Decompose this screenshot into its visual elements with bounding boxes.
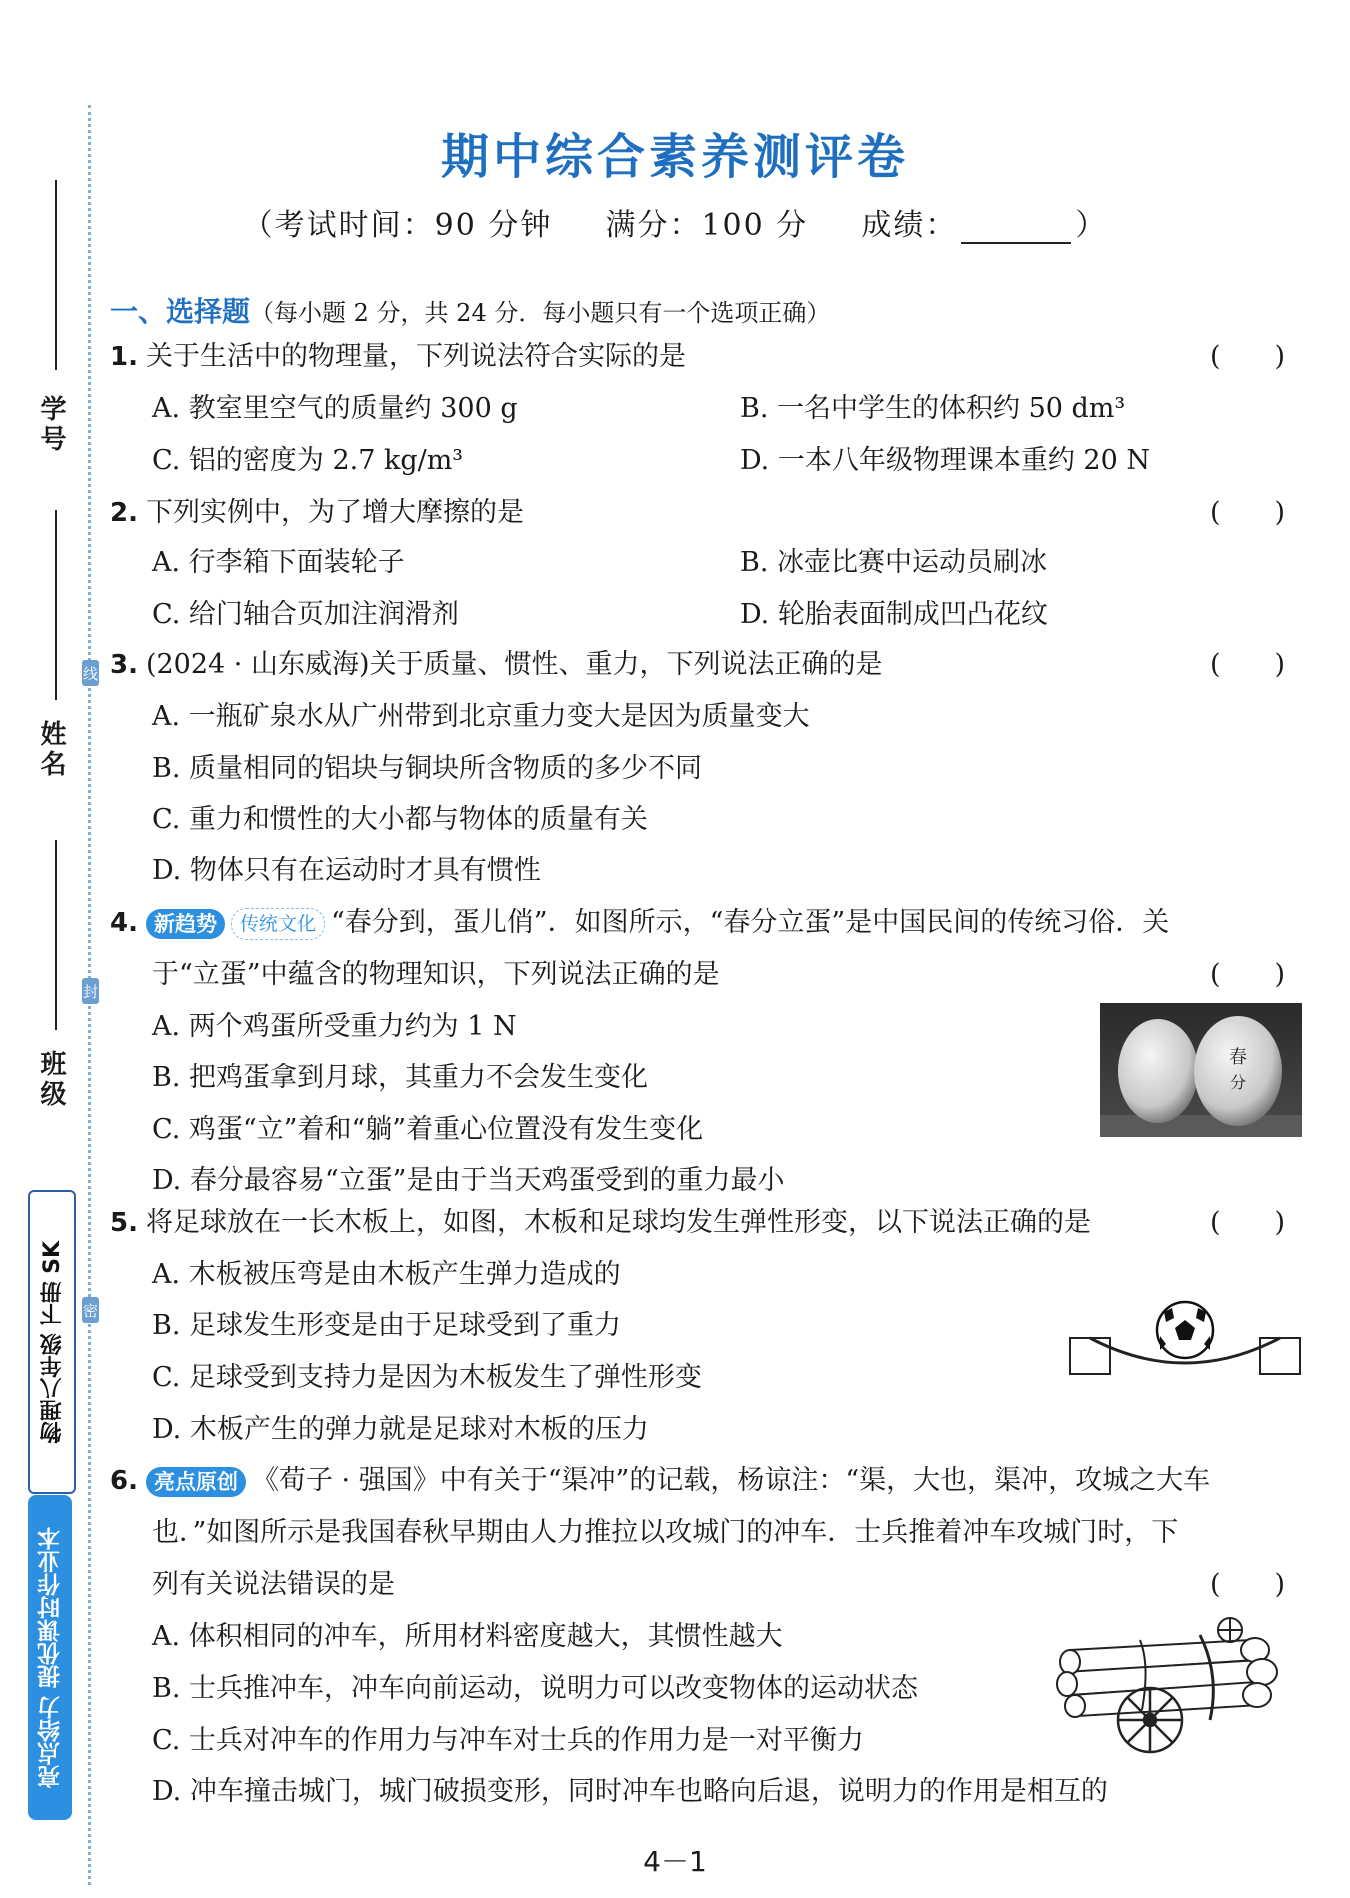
page-title: 期中综合素养测评卷 (440, 129, 909, 185)
question-5-option-d: D. 木板产生的弹力就是足球对木板的压力 (152, 1414, 649, 1445)
question-2-text: 下列实例中，为了增大摩擦的是 (145, 497, 524, 528)
class-label: 班级 (36, 1050, 66, 1110)
question-2-option-a: A. 行李箱下面装轮子 (152, 547, 405, 578)
question-4-option-d: D. 春分最容易“立蛋”是由于当天鸡蛋受到的重力最小 (152, 1165, 785, 1196)
question-4-stem-line-1 (110, 906, 1169, 940)
question-1-option-a: A. 教室里空气的质量约 300 g (152, 393, 518, 424)
question-2-answer-box[interactable]: ( ) (1210, 497, 1286, 528)
question-4-number: 4. (110, 908, 138, 938)
question-3-option-d: D. 物体只有在运动时才具有惯性 (152, 855, 541, 886)
full-score: 满分：100 分 (605, 208, 809, 243)
question-6-stem-line-2: 也．”如图所示是我国春秋早期由人力推拉以攻城门的冲车．士兵推着冲车攻城门时，下 (152, 1517, 1179, 1548)
cut-mark-secret: 密 (82, 1297, 99, 1323)
question-3-option-b: B. 质量相同的铝块与铜块所含物质的多少不同 (152, 753, 703, 784)
question-6-text-1: 《荀子 · 强国》中有关于“渠冲”的记载，杨谅注：“渠，大也，渠冲，攻城之大车 (251, 1465, 1211, 1496)
question-3-number: 3. (110, 650, 138, 680)
question-4-option-b: B. 把鸡蛋拿到月球，其重力不会发生变化 (152, 1062, 649, 1093)
question-1-option-d: D. 一本八年级物理课本重约 20 N (740, 445, 1150, 476)
question-6-number: 6. (110, 1466, 138, 1496)
battering-ram-illustration (1050, 1610, 1290, 1760)
football-board-diagram (1068, 1298, 1304, 1378)
page-number: 4－1 (643, 1845, 707, 1878)
exam-time: （考试时间：90 分钟 (242, 208, 553, 243)
question-3-stem (110, 648, 883, 682)
exam-info (0, 200, 1350, 244)
question-3-answer-box[interactable]: ( ) (1210, 649, 1286, 680)
question-1-text: 关于生活中的物理量，下列说法符合实际的是 (145, 341, 686, 372)
question-6-stem-line-3: 列有关说法错误的是 (152, 1569, 395, 1600)
question-4-option-c: C. 鸡蛋“立”着和“躺”着重心位置没有发生变化 (152, 1114, 704, 1145)
question-3-option-a: A. 一瓶矿泉水从广州带到北京重力变大是因为质量变大 (152, 701, 810, 732)
question-2-option-c: C. 给门轴合页加注润滑剂 (152, 599, 459, 630)
question-5-answer-box[interactable]: ( ) (1210, 1207, 1286, 1238)
question-6-option-c: C. 士兵对冲车的作用力与冲车对士兵的作用力是一对平衡力 (152, 1725, 864, 1756)
question-2-option-b: B. 冰壶比赛中运动员刷冰 (740, 547, 1048, 578)
question-2-number: 2. (110, 498, 138, 528)
question-5-number: 5. (110, 1208, 138, 1238)
egg-label-1: 春 (1229, 1047, 1247, 1068)
question-2-stem (110, 496, 524, 530)
question-4-answer-box[interactable]: ( ) (1210, 959, 1286, 990)
brand-strip (28, 1495, 72, 1820)
eggs-photo (1100, 1003, 1302, 1137)
score-blank[interactable] (961, 216, 1071, 244)
question-6-option-a: A. 体积相同的冲车，所用材料密度越大，其惯性越大 (152, 1621, 783, 1652)
question-1-number: 1. (110, 342, 138, 372)
question-4-option-a: A. 两个鸡蛋所受重力约为 1 N (152, 1011, 517, 1042)
question-4-text-1: “春分到，蛋儿俏”．如图所示，“春分立蛋”是中国民间的传统习俗．关 (330, 907, 1170, 938)
exam-info-close: ） (1075, 208, 1108, 243)
egg-label-2: 分 (1229, 1073, 1247, 1092)
name-label: 姓名 (36, 720, 66, 780)
student-id-label: 学号 (36, 395, 66, 455)
question-6-option-d: D. 冲车撞击城门，城门破损变形，同时冲车也略向后退，说明力的作用是相互的 (152, 1776, 1108, 1807)
score-label: 成绩： (861, 208, 958, 243)
class-line[interactable] (55, 840, 57, 1030)
section-title: 一、选择题 (110, 295, 251, 328)
question-1-option-b: B. 一名中学生的体积约 50 dm³ (740, 393, 1126, 424)
question-1-option-c: C. 铝的密度为 2.7 kg/m³ (152, 445, 464, 476)
section-note: （每小题 2 分，共 24 分．每小题只有一个选项正确） (250, 299, 831, 327)
cut-mark-seal: 封 (82, 978, 99, 1004)
section-heading (110, 290, 830, 330)
question-5-text: 将足球放在一长木板上，如图，木板和足球均发生弹性形变，以下说法正确的是 (145, 1207, 1091, 1238)
question-4-stem-line-2: 于“立蛋”中蕴含的物理知识，下列说法正确的是 (152, 959, 720, 990)
question-2-option-d: D. 轮胎表面制成凹凸花纹 (740, 599, 1048, 630)
brand-text: 亮点给力 提优课时作业本 (37, 1526, 64, 1788)
question-5-option-b: B. 足球发生形变是由于足球受到了重力 (152, 1310, 622, 1341)
question-3-option-c: C. 重力和惯性的大小都与物体的质量有关 (152, 804, 648, 835)
book-info-text: 物理八年级 下册 SK (39, 1240, 65, 1444)
book-info-strip (28, 1190, 76, 1494)
question-5-option-a: A. 木板被压弯是由木板产生弹力造成的 (152, 1259, 621, 1290)
question-5-stem (110, 1206, 1091, 1240)
question-3-text: (2024 · 山东威海)关于质量、惯性、重力，下列说法正确的是 (145, 649, 883, 680)
tag-new-trend: 新趋势 (146, 909, 225, 939)
question-1-stem (110, 340, 686, 374)
tag-traditional-culture: 传统文化 (231, 908, 325, 940)
question-5-option-c: C. 足球受到支持力是因为木板发生了弹性形变 (152, 1362, 702, 1393)
tag-original: 亮点原创 (146, 1467, 246, 1497)
name-line[interactable] (55, 510, 57, 700)
question-6-option-b: B. 士兵推冲车，冲车向前运动，说明力可以改变物体的运动状态 (152, 1673, 919, 1704)
cut-mark-line: 线 (82, 660, 99, 686)
question-6-stem-line-1 (110, 1464, 1210, 1498)
question-1-answer-box[interactable]: ( ) (1210, 341, 1286, 372)
question-6-answer-box[interactable]: ( ) (1210, 1569, 1286, 1600)
